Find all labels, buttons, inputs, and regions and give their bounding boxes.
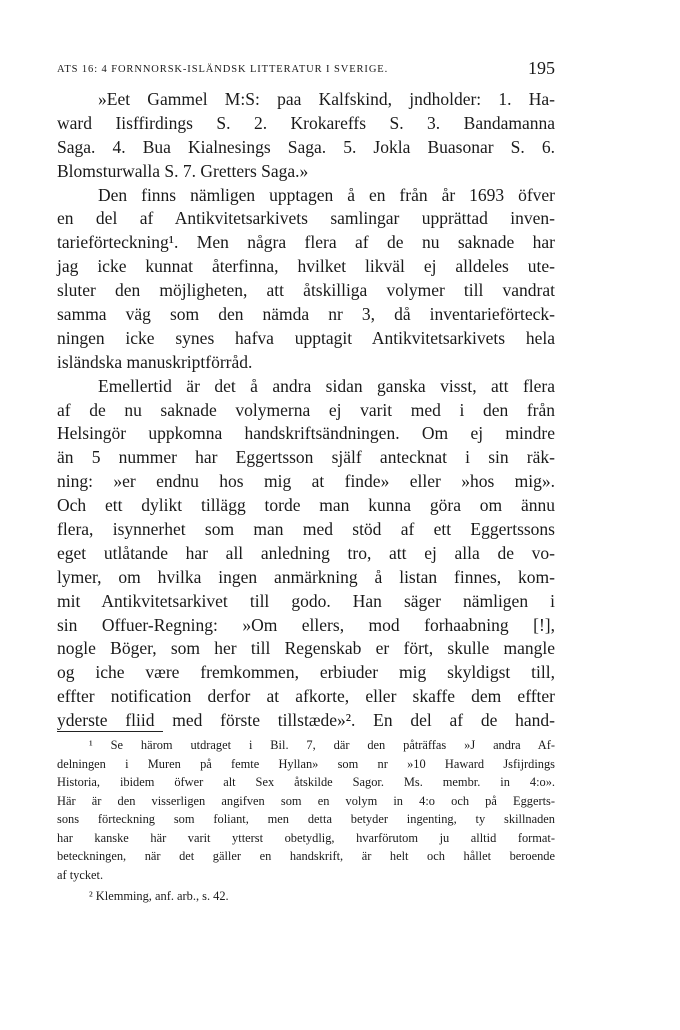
running-title: ATS 16: 4 FORNNORSK-ISLÄNDSK LITTERATUR I SVERIGE. [57,64,389,75]
footnote-line: sons förteckning som foliant, men detta betyder ingenting, ty skillnaden [57,812,555,826]
footnote-line: Här är den visserligen angifven som en volym in 4:o och på Eggerts- [57,793,555,808]
text-line: ning: »er endnu hos mig at finde» eller »hos mig». [57,471,555,492]
text-line: Emellertid är det å andra sidan ganska visst, att flera [98,375,555,396]
text-line: Och ett dylikt tillägg torde man kunna göra om ännu [57,495,555,516]
text-line: ward Iisffirdings S. 2. Krokareffs S. 3. Bandamanna [57,112,555,133]
footnote-line: Historia, ibidem öfwer alt Sex åtskilde Sagor. Ms. membr. in 4:o». [57,775,555,789]
text-line: af de nu saknade volymerna ej varit med i den från [57,399,555,420]
text-line: samma väg som den nämda nr 3, då inventarieförteck- [57,304,555,325]
running-header [57,58,555,80]
text-line: Helsingör uppkomna handskriftsändningen. Om ej mindre [57,423,555,444]
text-line: effter notification derfor at afkorte, eller skaffe dem effter [57,686,555,707]
text-line: yderste fliid med förste tillstæde»². En del af de hand- [57,710,555,731]
footnote-line: beteckningen, när det gäller en handskrift, är helt och hållet beroende [57,849,555,863]
text-line: flera, isynnerhet som man med stöd af ett Eggertssons [57,519,555,540]
footnote-line: delningen i Muren på femte Hyllan» som nr »10 Haward Jsfijrdings [57,756,555,771]
text-line: Den finns nämligen upptagen å en från år 1693 öfver [98,184,555,205]
text-line: eget utlåtande har all anledning tro, att ej alla de vo- [57,542,555,563]
text-line: mit Antikvitetsarkivet till godo. Han säger nämligen i [57,590,555,611]
footnote-line: ² Klemming, anf. arb., s. 42. [89,889,229,903]
text-line: en del af Antikvitetsarkivets samlingar upprättad inven- [57,208,555,229]
text-line: sin Offuer-Regning: »Om ellers, mod forhaabning [!], [57,614,555,635]
footnote-line: af tycket. [57,867,104,882]
text-line: än 5 nummer har Eggertsson själf antecknat i sin räk- [57,447,555,468]
text-line: Blomsturwalla S. 7. Gretters Saga.» [57,160,309,181]
body-text [57,88,555,733]
footnote-line: ¹ Se härom utdraget i Bil. 7, där den påträffas »J andra Af- [89,738,555,752]
page-number: 195 [528,58,555,78]
footnotes [57,736,555,906]
text-line: og iche være fremkommen, erbiuder mig skyldigst till, [57,662,555,683]
text-line: nogle Böger, som her till Regenskab er fört, skulle mangle [57,638,555,659]
footnote-separator [57,731,163,732]
footnote-line: har kanske här varit ytterst obetydlig, hvarförutom ju alltid format- [57,830,555,845]
text-line: »Eet Gammel M:S: paa Kalfskind, jndholder: 1. Ha- [98,89,555,109]
text-line: lymer, om hvilka ingen anmärkning å listan finnes, kom- [57,566,555,587]
text-line: tarieförteckning¹. Men några flera af de nu saknade har [57,232,555,253]
text-line: jag icke kunnat återfinna, hvilket likväl ej alldeles ute- [57,256,555,277]
text-line: isländska manuskriptförråd. [57,351,253,372]
text-line: Saga. 4. Bua Kialnesings Saga. 5. Jokla Buasonar S. 6. [57,136,555,157]
text-line: ningen icke synes hafva upptagit Antikvitetsarkivets hela [57,327,555,348]
text-line: sluter den möjligheten, att åtskilliga volymer till vandrat [57,280,555,301]
